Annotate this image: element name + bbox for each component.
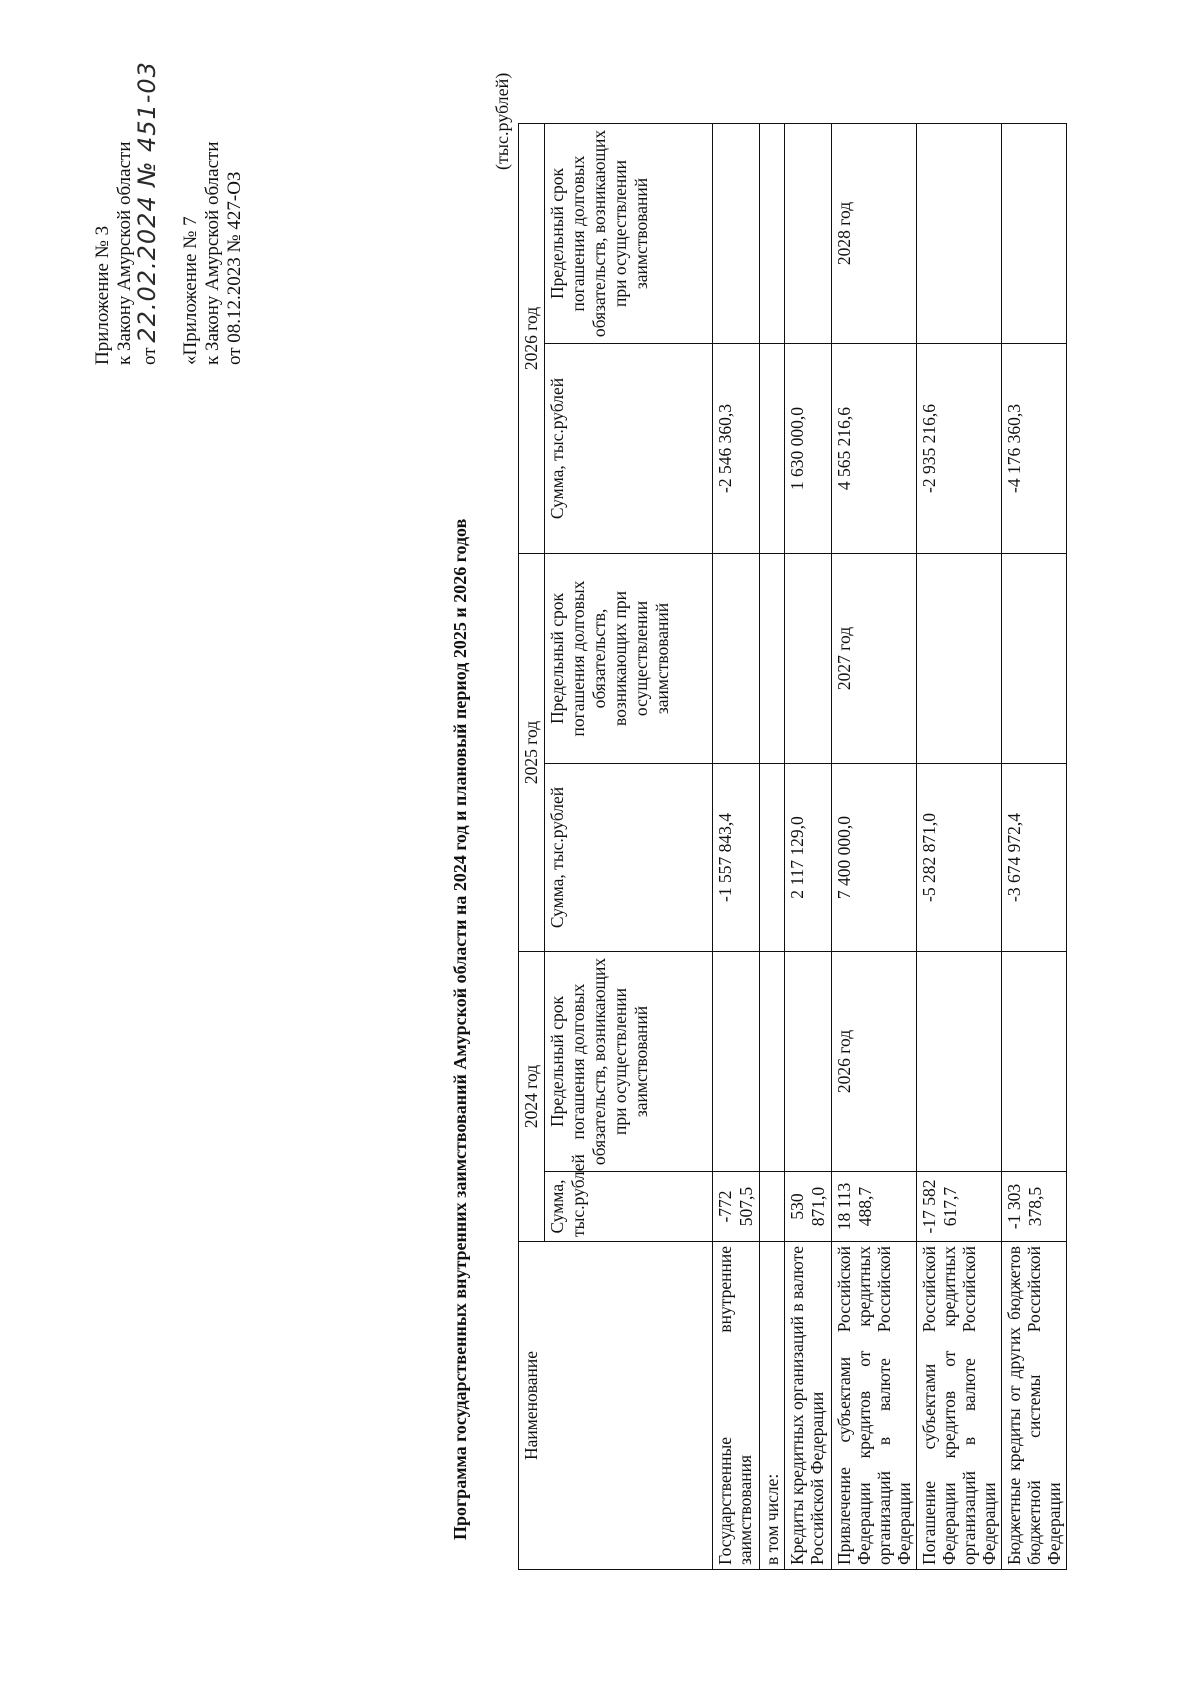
sum-2024: -17 582 617,7 — [917, 1172, 1002, 1242]
term-2025 — [713, 554, 760, 764]
term-header-2025: Предельный срок погашения долговых обязательств, возникающих при осуществлении заимствований — [545, 554, 713, 764]
row-name: Привлечение субъектами Российской Федерации кредитов от кредитных организаций в валюте Российской Федерации — [832, 1242, 917, 1570]
term-2025 — [1002, 554, 1067, 764]
sum-header-2025: Сумма, тыс.рублей — [545, 764, 713, 952]
handwritten-date: 22.02.2024 № 451-03 — [133, 61, 161, 343]
sum-header-2024: Сумма, тыс.рублей — [545, 1172, 713, 1242]
term-2024: 2026 год — [832, 952, 917, 1172]
year-header-2024: 2024 год — [519, 952, 545, 1242]
document-title: Программа государственных внутренних заимствований Амурской области на 2024 год и плановый период 2025 и 2026 годов — [450, 518, 470, 1540]
sum-2026: 1 630 000,0 — [785, 344, 832, 554]
term-2025 — [760, 554, 785, 764]
table-row — [917, 124, 1002, 1570]
units-note: (тыс.рублей) — [492, 72, 512, 170]
table-row — [785, 124, 832, 1570]
sum-2025: -5 282 871,0 — [917, 764, 1002, 952]
previous-attachment-number: «Приложение № 7 — [180, 216, 201, 365]
previous-attachment-law: к Закону Амурской области — [202, 141, 223, 365]
sum-2025 — [760, 764, 785, 952]
row-name: Государственные внутренние заимствования — [713, 1242, 760, 1570]
term-2026: 2028 год — [832, 124, 917, 344]
term-2024 — [1002, 952, 1067, 1172]
term-header-2026: Предельный срок погашения долговых обязательств, возникающих при осуществлении заимствований — [545, 124, 713, 344]
sum-2024: 530 871,0 — [785, 1172, 832, 1242]
attachment-number: Приложение № 3 — [92, 225, 113, 365]
sum-2025: 2 117 129,0 — [785, 764, 832, 952]
term-2024 — [917, 952, 1002, 1172]
previous-attachment-block — [180, 142, 246, 366]
sum-2024: -772 507,5 — [713, 1172, 760, 1242]
term-2025 — [785, 554, 832, 764]
sum-2026 — [760, 344, 785, 554]
term-2026 — [760, 124, 785, 344]
row-name: в том числе: — [760, 1242, 785, 1570]
sum-2025: -3 674 972,4 — [1002, 764, 1067, 952]
sum-2024 — [760, 1172, 785, 1242]
previous-attachment-date: от 08.12.2023 № 427-ОЗ — [224, 171, 245, 365]
header-row-years — [519, 124, 545, 1570]
term-2025: 2027 год — [832, 554, 917, 764]
table-row — [832, 124, 917, 1570]
borrowings-table — [518, 123, 1067, 1570]
row-name: Кредиты кредитных организаций в валюте Российской Федерации — [785, 1242, 832, 1570]
sum-2026: 4 565 216,6 — [832, 344, 917, 554]
term-2024 — [713, 952, 760, 1172]
term-header-2024: Предельный срок погашения долговых обязательств, возникающих при осуществлении заимствований — [545, 952, 713, 1172]
table-row — [1002, 124, 1067, 1570]
sum-2026: -2 935 216,6 — [917, 344, 1002, 554]
sum-2024: 18 113 488,7 — [832, 1172, 917, 1242]
attachment-law: к Закону Амурской области — [114, 141, 135, 365]
term-2026 — [713, 124, 760, 344]
sum-header-2026: Сумма, тыс.рублей — [545, 344, 713, 554]
sum-2024: -1 303 378,5 — [1002, 1172, 1067, 1242]
attachment-block — [92, 61, 161, 365]
year-header-2025: 2025 год — [519, 554, 545, 952]
term-2024 — [760, 952, 785, 1172]
sum-2026: -2 546 360,3 — [713, 344, 760, 554]
sum-2025: -1 557 843,4 — [713, 764, 760, 952]
sum-2026: -4 176 360,3 — [1002, 344, 1067, 554]
name-column-header: Наименование — [519, 1242, 713, 1570]
table-row — [760, 124, 785, 1570]
rotated-page — [40, 61, 1064, 1630]
term-2025 — [917, 554, 1002, 764]
year-header-2026: 2026 год — [519, 124, 545, 554]
term-2026 — [785, 124, 832, 344]
table-row — [713, 124, 760, 1570]
term-2024 — [785, 952, 832, 1172]
row-name: Бюджетные кредиты от других бюджетов бюджетной системы Российской Федерации — [1002, 1242, 1067, 1570]
row-name: Погашение субъектами Российской Федерации кредитов от кредитных организаций в валюте Российской Федерации — [917, 1242, 1002, 1570]
attachment-date: от 22.02.2024 № 451-03 — [133, 61, 161, 365]
term-2026 — [917, 124, 1002, 344]
sum-2025: 7 400 000,0 — [832, 764, 917, 952]
term-2026 — [1002, 124, 1067, 344]
